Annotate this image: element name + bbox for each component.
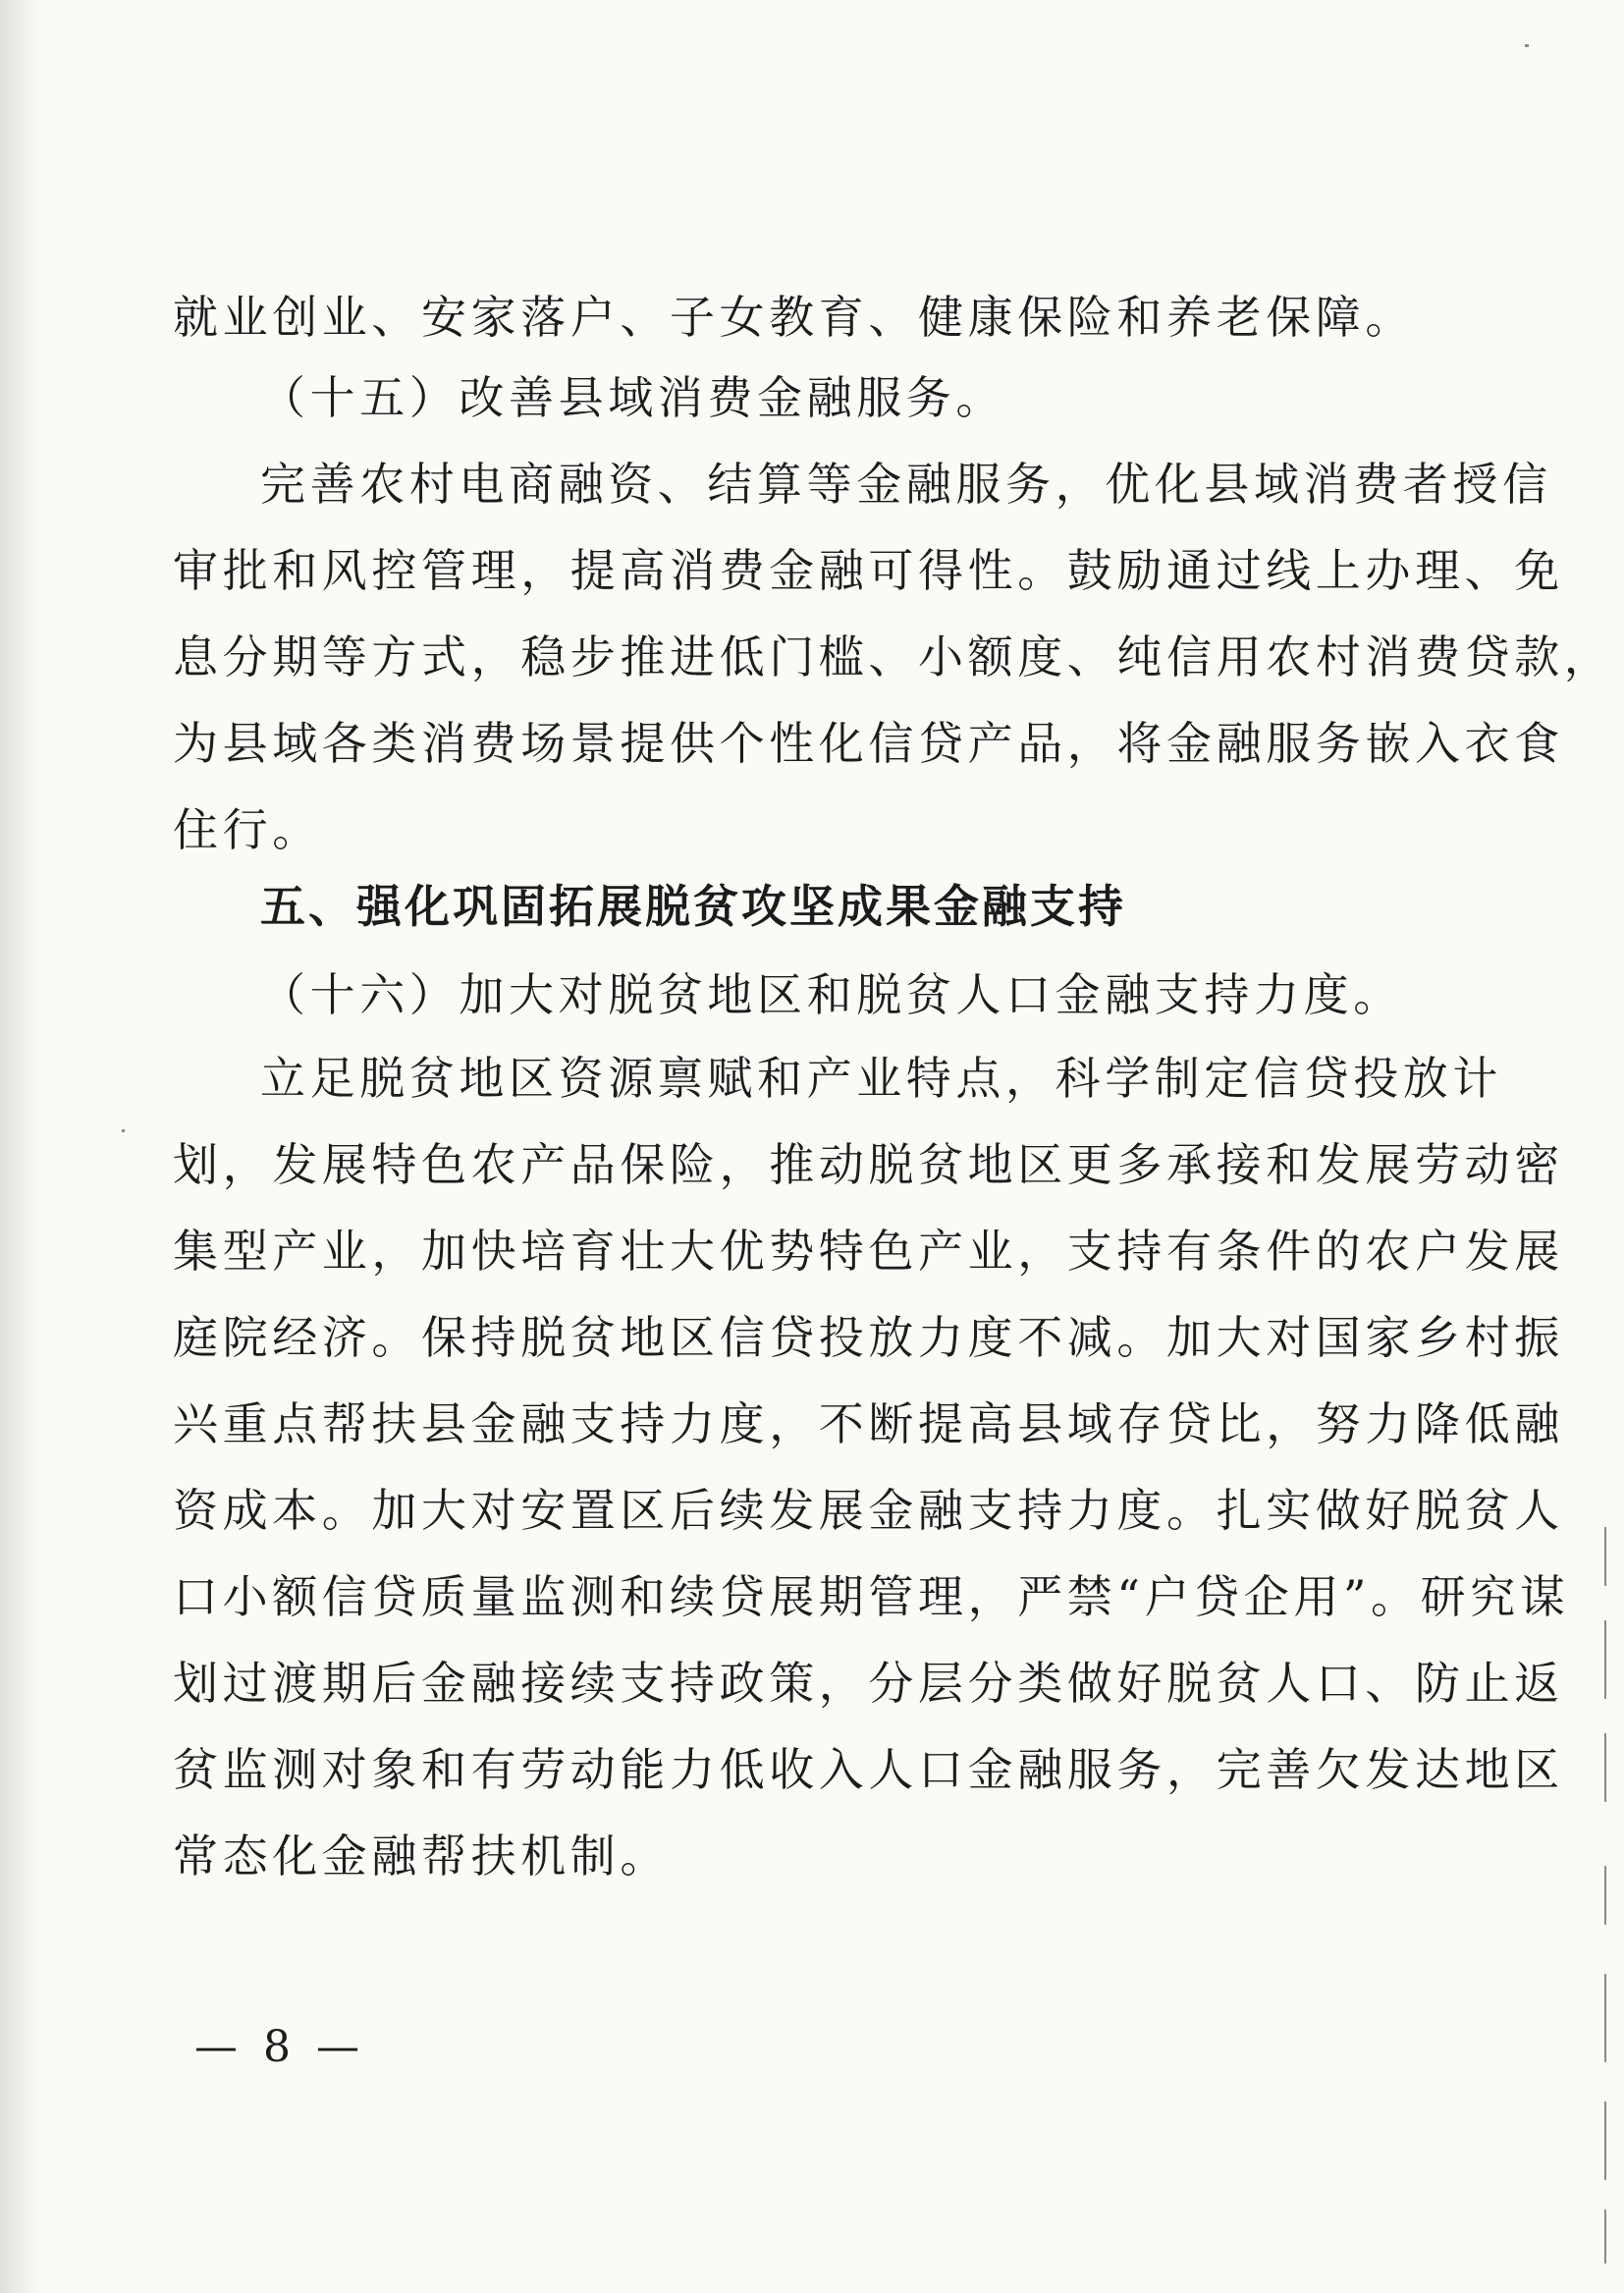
scan-edge-mark (1604, 1866, 1606, 1925)
scan-speck (1525, 44, 1529, 47)
scan-edge-mark (1604, 1974, 1606, 2062)
paragraph-line: 完善农村电商融资、结算等金融服务，优化县域消费者授信 (260, 458, 1552, 511)
paragraph-line: 息分期等方式，稳步推进低门槛、小额度、纯信用农村消费贷款， (173, 630, 1614, 683)
paragraph-line: 住行。 (173, 803, 322, 856)
paragraph-line: 就业创业、安家落户、子女教育、健康保险和养老保障。 (173, 291, 1415, 344)
paragraph-line: 常态化金融帮扶机制。 (173, 1829, 670, 1883)
paragraph-line: 庭院经济。保持脱贫地区信贷投放力度不减。加大对国家乡村振 (173, 1311, 1564, 1364)
scan-edge-mark (1604, 2102, 1606, 2180)
scan-speck (122, 1129, 125, 1132)
scan-edge-mark (1604, 2210, 1606, 2264)
paragraph-line: 划过渡期后金融接续支持政策，分层分类做好脱贫人口、防止返 (173, 1657, 1564, 1710)
paragraph-line: 立足脱贫地区资源禀赋和产业特点，科学制定信贷投放计 (260, 1052, 1502, 1105)
paragraph-line: 划，发展特色农产品保险，推动脱贫地区更多承接和发展劳动密 (173, 1138, 1564, 1191)
scan-edge-shadow (0, 0, 39, 2293)
scan-edge-mark (1604, 1527, 1606, 1586)
paragraph-line: 为县域各类消费场景提供个性化信贷产品，将金融服务嵌入衣食 (173, 717, 1564, 770)
subsection-heading: （十六）加大对脱贫地区和脱贫人口金融支持力度。 (260, 968, 1403, 1021)
paragraph-line: 资成本。加大对安置区后续发展金融支持力度。扎实做好脱贫人 (173, 1484, 1564, 1537)
paragraph-line: 审批和风控管理，提高消费金融可得性。鼓励通过线上办理、免 (173, 544, 1564, 597)
page-number: — 8 — (194, 2022, 365, 2072)
paragraph-line: 贫监测对象和有劳动能力低收入人口金融服务，完善欠发达地区 (173, 1743, 1564, 1796)
paragraph-line: 口小额信贷质量监测和续贷展期管理，严禁“户贷企用”。研究谋 (173, 1570, 1570, 1623)
subsection-heading: （十五）改善县域消费金融服务。 (260, 371, 1005, 424)
scan-edge-mark (1604, 1733, 1606, 1802)
paragraph-line: 集型产业，加快培育壮大优势特色产业，支持有条件的农户发展 (173, 1225, 1564, 1278)
scan-edge-mark (1604, 1620, 1606, 1699)
paragraph-line: 兴重点帮扶县金融支持力度，不断提高县域存贷比，努力降低融 (173, 1397, 1564, 1450)
section-heading: 五、强化巩固拓展脱贫攻坚成果金融支持 (260, 880, 1126, 933)
